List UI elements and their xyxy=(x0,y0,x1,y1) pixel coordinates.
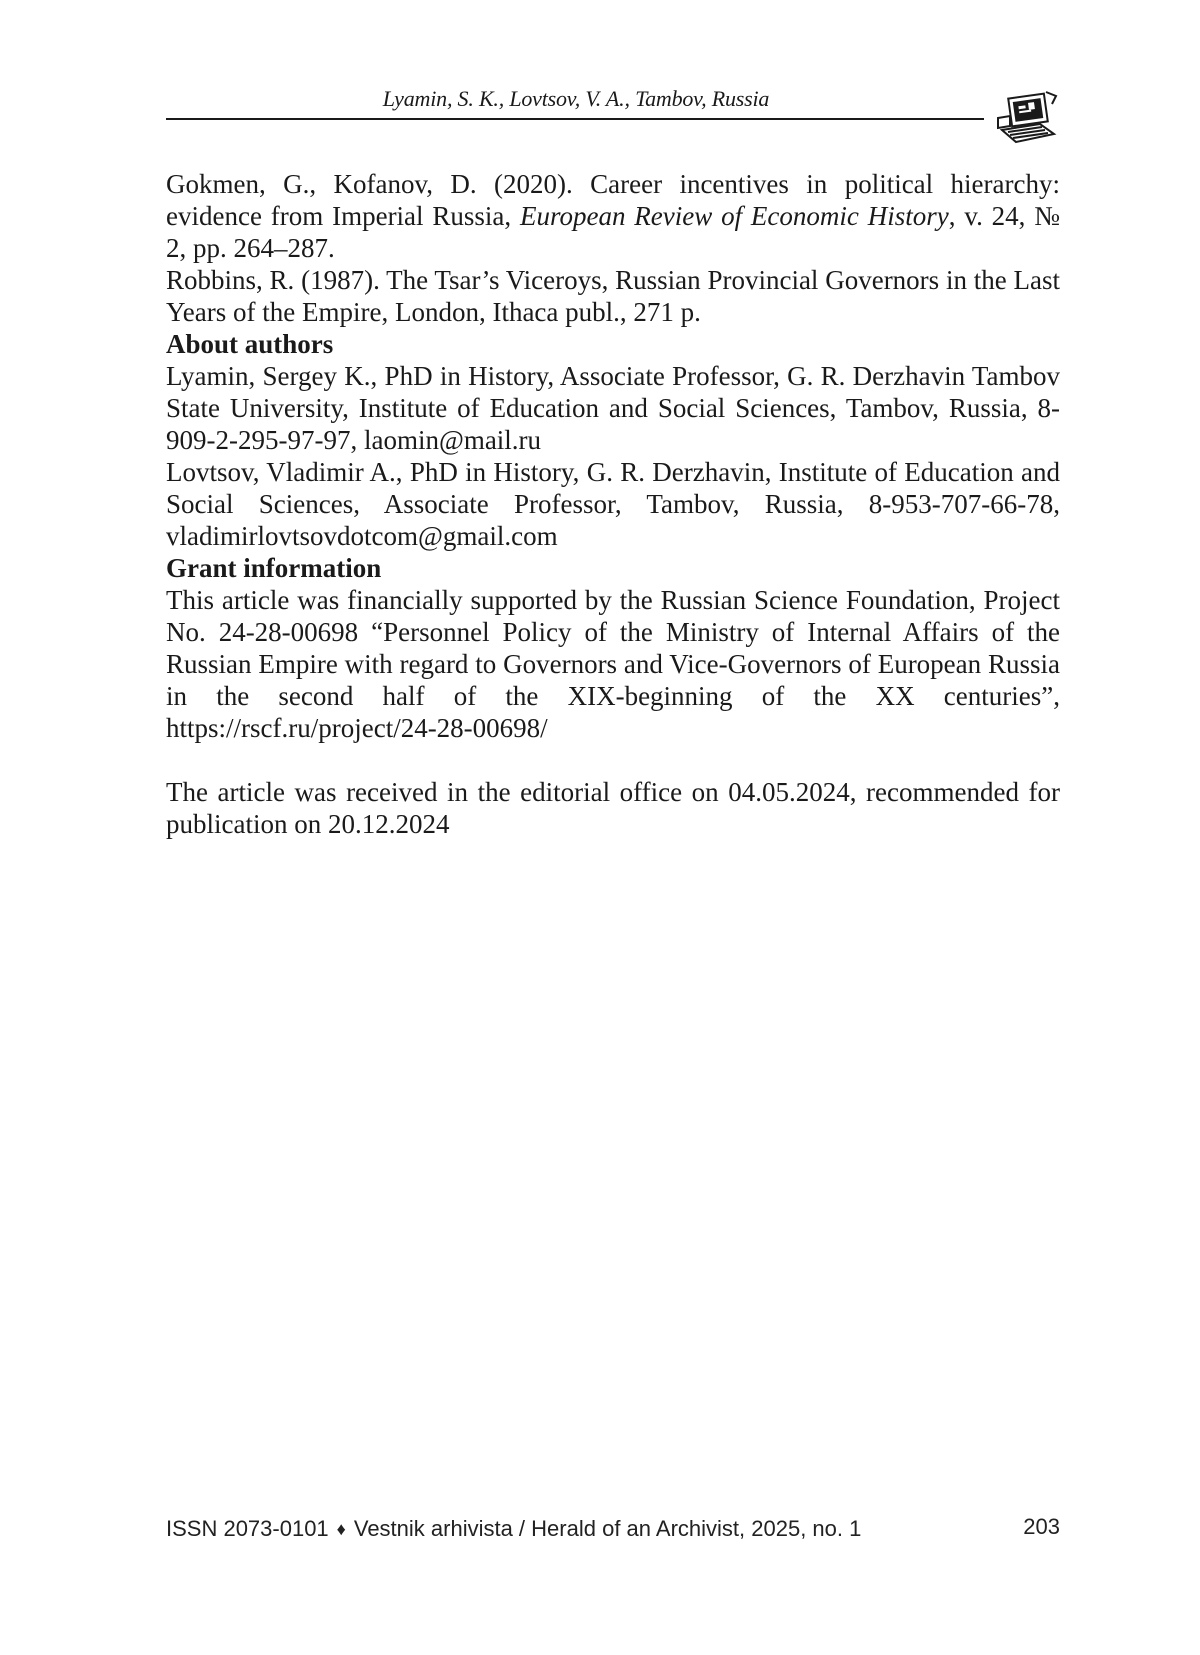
page-number: 203 xyxy=(1023,1514,1060,1539)
running-title: Lyamin, S. K., Lovtsov, V. A., Tambov, Russia xyxy=(382,86,770,111)
reference-text: Gokmen, G., Kofanov, D. (2020). Career incentives in political hierarchy: evidence from Imperial Russia, xyxy=(166,169,1060,231)
grant-text: This article was financially supported by the Russian Science Foundation, Project No. 24-28-00698 “Personnel Policy of the Ministry of Internal Affairs of the Russian Empire with regard to Governors and Vice-Governors of European Russia in the second half of the XIX-beginning of the XX centuries”, https://rscf.ru/project/24-28-00698/ xyxy=(166,585,1060,743)
received-note: The article was received in the editorial office on 04.05.2024, recommended for publication on 20.12.2024 xyxy=(166,777,1060,839)
paragraph-spacer xyxy=(166,744,1060,776)
footer-journal-info xyxy=(166,1516,861,1542)
journal-title: European Review of Economic History xyxy=(519,201,949,231)
about-authors-heading: About authors xyxy=(166,329,334,359)
grant-heading: Grant information xyxy=(166,553,382,583)
reference-text: , v. 24, № 2, pp. 264–287. xyxy=(166,201,1060,263)
page-body xyxy=(166,168,1060,840)
diamond-separator-icon: ♦ xyxy=(336,1519,346,1539)
header-rule xyxy=(166,118,984,120)
footer-journal: Vestnik arhivista / Herald of an Archivist, 2025, no. 1 xyxy=(353,1516,862,1541)
computer-monitor-icon xyxy=(996,88,1060,148)
footer-issn: ISSN 2073-0101 xyxy=(166,1516,329,1541)
author-lovtsov: Lovtsov, Vladimir A., PhD in History, G. R. Derzhavin, Institute of Education and Social Sciences, Associate Professor, Tambov, Russia, 8-953-707-66-78, vladimirlovtsovdotcom@gmail.com xyxy=(166,457,1060,551)
reference-robbins: Robbins, R. (1987). The Tsar’s Viceroys, Russian Provincial Governors in the Last Years of the Empire, London, Ithaca publ., 271 p. xyxy=(166,265,1060,327)
reference-gokmen xyxy=(166,168,1060,264)
author-lyamin: Lyamin, Sergey K., PhD in History, Associate Professor, G. R. Derzhavin Tambov State University, Institute of Education and Social Sciences, Tambov, Russia, 8-909-2-295-97-97, laomin@mail.ru xyxy=(166,361,1060,455)
